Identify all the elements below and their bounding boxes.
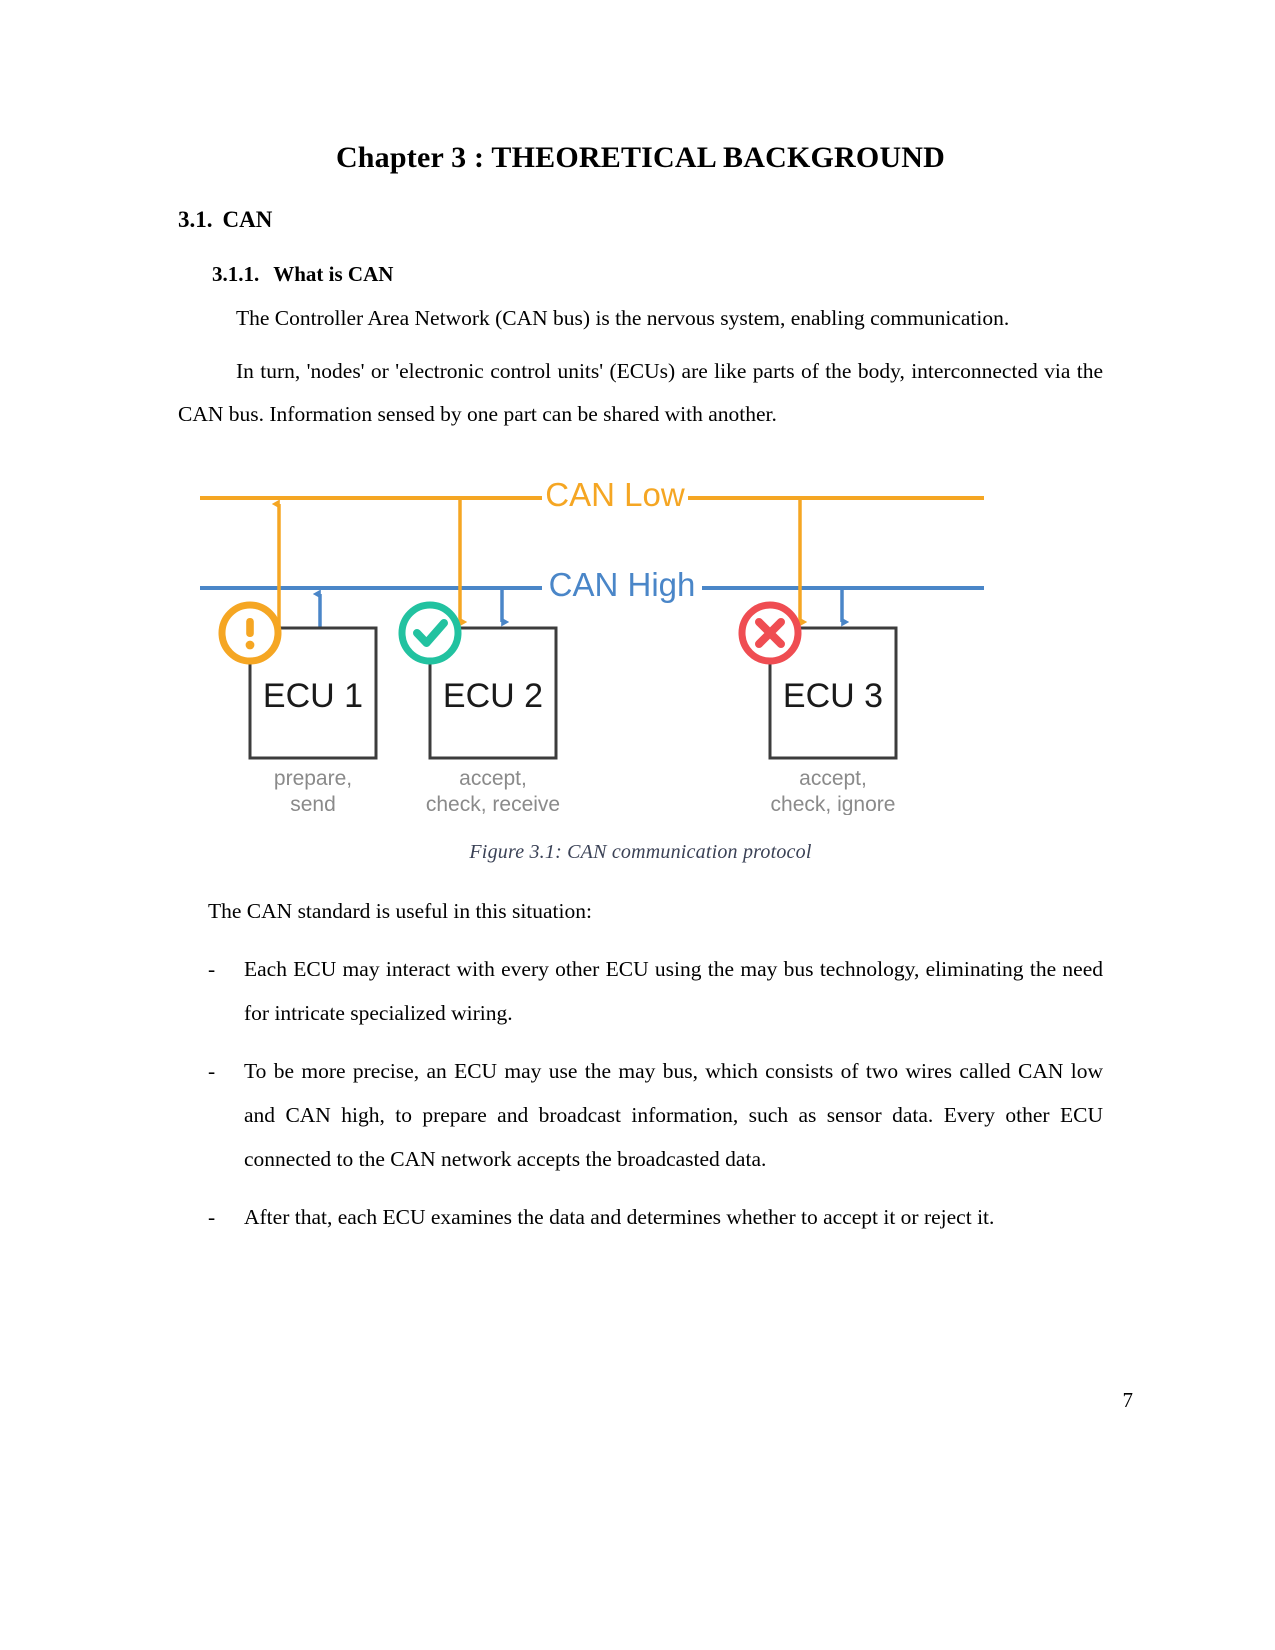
subsection-heading-3-1-1 — [212, 261, 1103, 287]
list-item-text: After that, each ECU examines the data and determines whether to accept it or reject it. — [244, 1205, 995, 1230]
list-item — [178, 1049, 1103, 1181]
check-circle-icon — [402, 605, 458, 661]
list-item-text: To be more precise, an ECU may use the may bus, which consists of two wires called CAN low and CAN high, to prepare and broadcast information, such as sensor data. Every other ECU connected to the CAN network accepts the broadcasted data. — [244, 1059, 1103, 1172]
ecu-1-connectors — [279, 504, 320, 628]
figure-3-1 — [178, 470, 1103, 864]
list-marker: - — [208, 957, 216, 981]
ecu-1-label: ECU 1 — [262, 677, 364, 715]
can-diagram-svg — [192, 470, 992, 815]
page-number: 7 — [1122, 1388, 1133, 1412]
ecu-1-caption-line2: send — [290, 793, 336, 815]
figure-caption: Figure 3.1: CAN communication protocol — [469, 841, 812, 863]
list-marker: - — [208, 1059, 216, 1084]
paragraph-nodes-ecus: In turn, 'nodes' or 'electronic control units' (ECUs) are like parts of the body, interconnected via the CAN bus. Information sensed by one part can be shared with another. — [178, 359, 1103, 426]
ecu-2-label: ECU 2 — [442, 677, 544, 715]
x-circle-icon — [742, 605, 798, 661]
ecu-3-caption-line2: check, ignore — [770, 793, 896, 815]
subsection-title: What is CAN — [273, 261, 394, 286]
page-content — [178, 0, 1103, 1239]
list-lead-in: The CAN standard is useful in this situation: — [208, 899, 592, 923]
ecu-2-caption-line2: check, receive — [425, 793, 561, 815]
list-marker: - — [208, 1205, 216, 1230]
ecu-2-connectors — [460, 498, 502, 622]
ecu-3-label: ECU 3 — [782, 677, 884, 715]
can-benefits-list — [178, 947, 1103, 1239]
can-protocol-diagram — [192, 470, 992, 815]
ecu-2-caption-line1: accept, — [459, 767, 527, 790]
list-item-text: Each ECU may interact with every other ECU using the may bus technology, eliminating the need for intricate specialized wiring. — [244, 957, 1103, 1026]
can-low-label: CAN Low — [545, 476, 685, 513]
list-item — [178, 1195, 1103, 1239]
ecu-1-caption-line1: prepare, — [273, 767, 353, 790]
subsection-number: 3.1.1. — [212, 261, 260, 286]
warning-exclamation-icon — [222, 605, 278, 661]
section-title: CAN — [222, 207, 273, 232]
section-number: 3.1. — [178, 207, 213, 232]
section-heading-3-1 — [178, 206, 1103, 235]
ecu-3-connectors — [800, 498, 842, 622]
page-title: Chapter 3 : THEORETICAL BACKGROUND — [335, 141, 946, 174]
can-high-label: CAN High — [548, 566, 696, 603]
paragraph-what-is-can: The Controller Area Network (CAN bus) is the nervous system, enabling communication. — [236, 306, 1010, 330]
ecu-3-caption-line1: accept, — [799, 767, 867, 790]
list-item — [178, 947, 1103, 1035]
